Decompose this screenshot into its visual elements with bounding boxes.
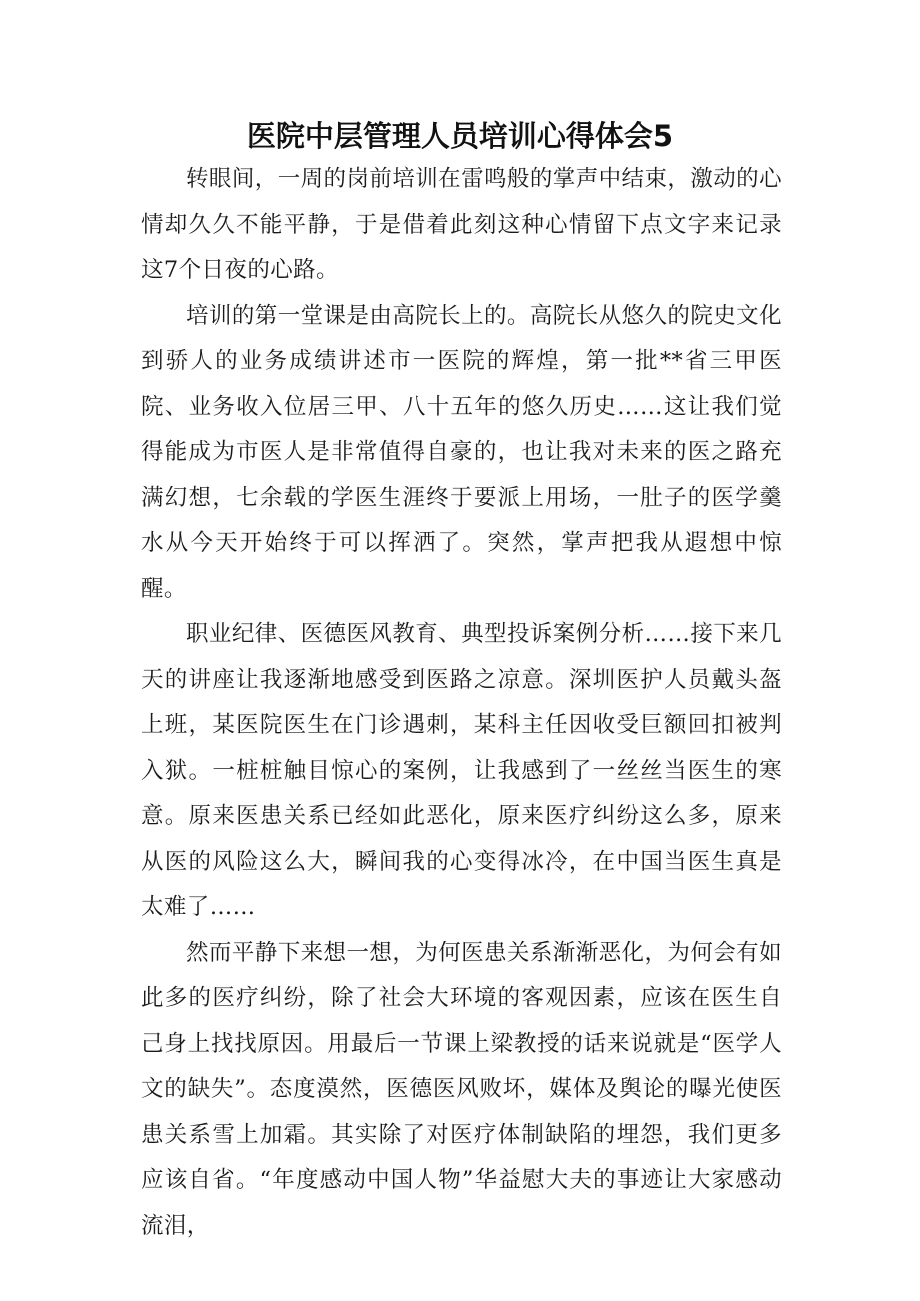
paragraph-3: 职业纪律、医德医风教育、典型投诉案例分析……接下来几天的讲座让我逐渐地感受到医路之凉意。深圳医护人员戴头盔上班，某医院医生在门诊遇刺，某科主任因收受巨额回扣被判入狱。一桩桩触目惊心的案例，让我感到了一丝丝当医生的寒意。原来医患关系已经如此恶化，原来医疗纠纷这么多，原来从医的风险这么大，瞬间我的心变得冰冷，在中国当医生真是太难了…… xyxy=(141,621,782,920)
document-body xyxy=(141,157,782,1249)
paragraph-2: 培训的第一堂课是由高院长上的。高院长从悠久的院史文化到骄人的业务成绩讲述市一医院的辉煌，第一批**省三甲医院、业务收入位居三甲、八十五年的悠久历史……这让我们觉得能成为市医人是非常值得自豪的，也让我对未来的医之路充满幻想，七余载的学医生涯终于要派上用场，一肚子的医学羹水从今天开始终于可以挥洒了。突然，掌声把我从遐想中惊醒。 xyxy=(141,302,782,602)
document-title: 医院中层管理人员培训心得体会5 xyxy=(246,119,674,153)
paragraph-1: 转眼间，一周的岗前培训在雷鸣般的掌声中结束，激动的心情却久久不能平静，于是借着此刻这种心情留下点文字来记录这7个日夜的心路。 xyxy=(141,166,782,283)
paragraph-4: 然而平静下来想一想，为何医患关系渐渐恶化，为何会有如此多的医疗纠纷，除了社会大环境的客观因素，应该在医生自己身上找找原因。用最后一节课上梁教授的话来说就是“医学人文的缺失”。态度漠然，医德医风败坏，媒体及舆论的曝光使医患关系雪上加霜。其实除了对医疗体制缺陷的埋怨，我们更多应该自省。“年度感动中国人物”华益慰大夫的事迹让大家感动流泪， xyxy=(141,939,782,1239)
